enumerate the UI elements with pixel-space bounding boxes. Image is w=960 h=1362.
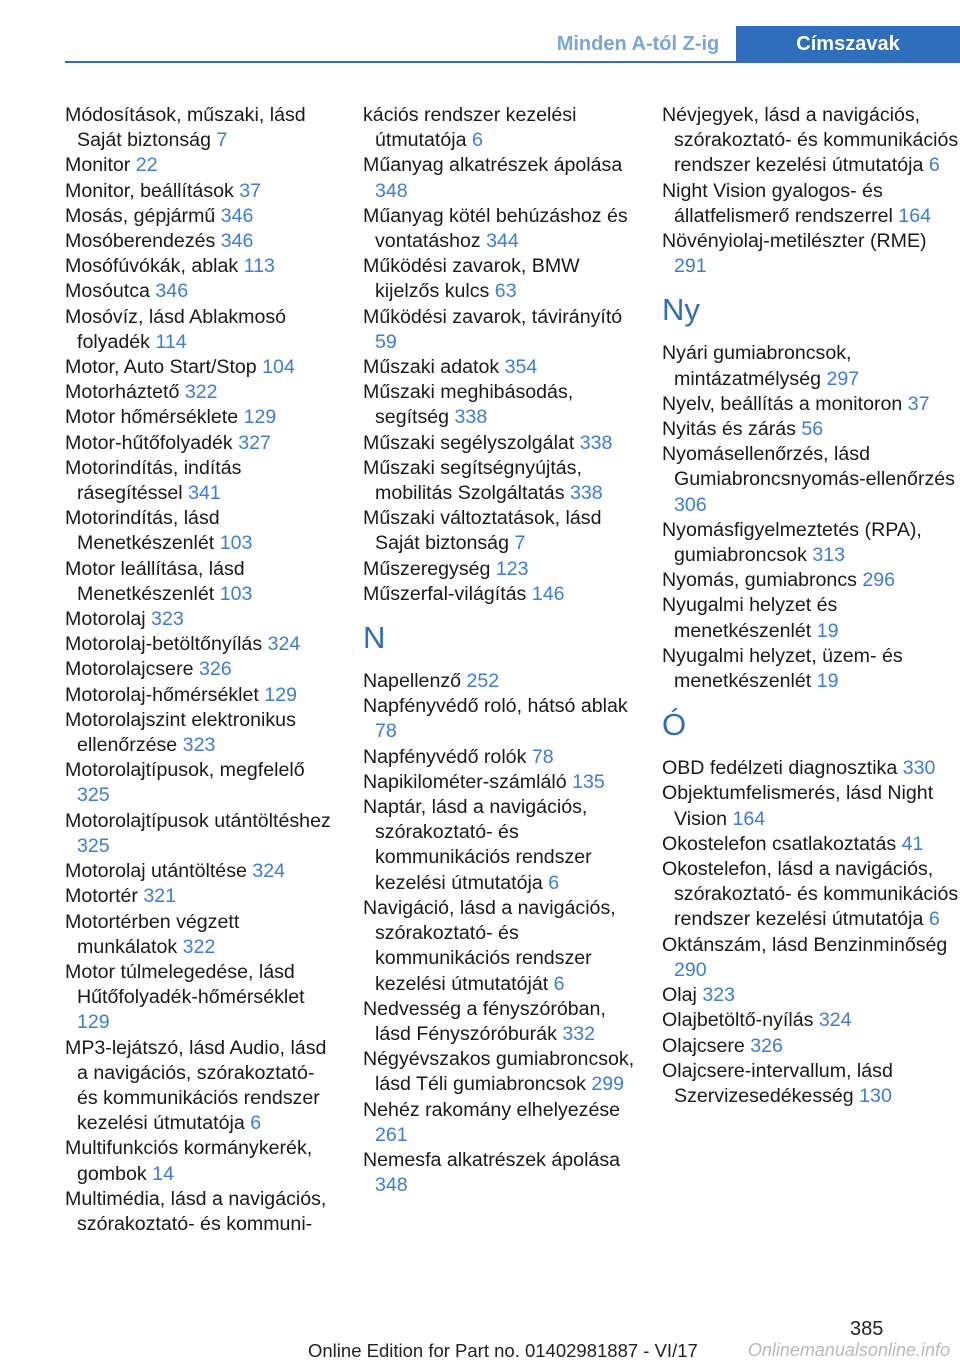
page-reference-link[interactable]: 306 [674, 493, 707, 516]
index-entry [662, 644, 960, 694]
index-entry [363, 745, 643, 770]
index-entry-text: Napikilométer-számláló [363, 770, 567, 793]
page-reference-link[interactable]: 327 [238, 431, 271, 454]
index-entry [65, 859, 340, 884]
index-entry [65, 405, 340, 430]
index-entry [65, 380, 340, 405]
index-entry-text: Növényiolaj-metilészter (RME) [662, 230, 927, 253]
page-reference-link[interactable]: 41 [901, 832, 924, 855]
index-entry [363, 254, 643, 304]
index-entry [662, 857, 960, 933]
page-reference-link[interactable]: 129 [77, 1011, 110, 1034]
page-reference-link[interactable]: 103 [219, 582, 253, 605]
letter-heading: N [363, 620, 386, 656]
index-entry [65, 254, 340, 279]
index-entry [363, 431, 643, 456]
page-reference-link[interactable]: 6 [553, 972, 565, 995]
index-entry-text: Műszaki segélyszolgálat [363, 431, 575, 454]
index-entry [662, 933, 960, 983]
page-reference-link[interactable]: 164 [898, 204, 932, 227]
index-entry-text: Motortér [65, 885, 138, 908]
page-reference-link[interactable]: 346 [220, 204, 254, 227]
index-entry [65, 1136, 340, 1186]
index-entry-text: Motorolaj [65, 608, 146, 631]
index-entry [363, 795, 643, 896]
index-entry [662, 1034, 960, 1059]
index-entry-text: Napfényvédő roló, hátsó ablak [363, 695, 628, 718]
page-reference-link[interactable]: 19 [816, 670, 839, 693]
index-entry [662, 593, 960, 643]
index-entry-text: Night Vision gyalogos- és állatfelismerő rendszerrel [662, 179, 893, 227]
index-entry-text: Okostelefon csatlakoztatás [662, 832, 897, 855]
page-reference-link[interactable]: 338 [579, 431, 613, 454]
index-entry [65, 809, 340, 859]
header-bar [0, 0, 960, 62]
page-reference-link[interactable]: 313 [812, 544, 846, 567]
page-reference-link[interactable]: 322 [184, 381, 218, 404]
index-entry-text: Olajbetöltő-nyílás [662, 1009, 814, 1032]
index-entry [65, 279, 340, 304]
index-entry-text: Négyévszakos gumiabroncsok, lásd Téli gumiabroncsok [363, 1048, 635, 1096]
index-entry [65, 657, 340, 682]
watermark-text: Onlinemanualsonline.info [747, 1340, 950, 1360]
page-reference-link[interactable]: 330 [902, 757, 936, 780]
index-entry-text: Motor-hűtőfolyadék [65, 431, 233, 454]
page-reference-link[interactable]: 338 [569, 482, 603, 505]
page-reference-link[interactable]: 321 [143, 885, 177, 908]
index-entry-text: Műszaki változtatások, lásd Saját biztonság [363, 507, 602, 555]
footer-edition-text: Online Edition for Part no. 01402981887 - VI/17 [308, 1340, 698, 1361]
index-entry-text: Motor, Auto Start/Stop [65, 356, 257, 379]
index-entry [65, 758, 340, 808]
index-entry-text: Monitor [65, 154, 131, 177]
index-entry-text: OBD fedélzeti diagnosztika [662, 757, 898, 780]
index-entry [662, 341, 960, 391]
index-entry-text: Nyelv, beállítás a monitoron [662, 392, 903, 415]
index-entry [363, 997, 643, 1047]
page-reference-link[interactable]: 346 [155, 280, 189, 303]
index-entry [65, 607, 340, 632]
index-entry [363, 456, 643, 506]
page-reference-link[interactable]: 348 [375, 179, 408, 202]
index-entry [662, 179, 960, 229]
index-entry-text: Okostelefon, lásd a navigációs, szórakoztató- és kommunikációs rendszer kezelési útmutatója [662, 858, 959, 931]
index-entry-text: Mosóutca [65, 280, 150, 303]
page-reference-link[interactable]: 7 [514, 532, 526, 555]
index-entry [65, 910, 340, 960]
index-entry-text: Multifunkciós kormánykerék, gombok [65, 1137, 313, 1185]
index-entry-text: Mosófúvókák, ablak [65, 255, 239, 278]
page-reference-link[interactable]: 323 [151, 608, 184, 631]
index-entry [662, 756, 960, 781]
index-entry [662, 442, 960, 518]
index-entry-text: Nyitás és zárás [662, 418, 796, 441]
index-entry-text: Műszerfal-világítás [363, 582, 527, 605]
index-entry [363, 896, 643, 997]
tab-keywords[interactable]: Címszavak [736, 26, 960, 62]
index-entry [65, 1036, 340, 1137]
index-entry [363, 305, 643, 355]
index-column-1 [65, 103, 340, 1237]
page-reference-link[interactable]: 348 [375, 1174, 408, 1197]
index-column-2 [363, 103, 643, 1198]
index-entry [662, 392, 960, 417]
page-reference-link[interactable]: 123 [495, 557, 529, 580]
index-entry [65, 431, 340, 456]
index-entry-text: Műszaki adatok [363, 356, 500, 379]
index-entry-text: Motorolajtípusok, megfelelő [65, 759, 305, 782]
page-reference-link[interactable]: 291 [674, 255, 707, 278]
page-reference-link[interactable]: 22 [135, 154, 158, 177]
index-entry-text: Motor hőmérséklete [65, 406, 239, 429]
index-entry [65, 683, 340, 708]
page-reference-link[interactable]: 6 [471, 129, 483, 152]
index-entry-text: Oktánszám, lásd Benzinminőség [662, 933, 948, 956]
page-reference-link[interactable]: 290 [674, 958, 707, 981]
index-entry [363, 153, 643, 203]
index-entry-text: Működési zavarok, BMW kijelzős kulcs [363, 255, 580, 303]
index-entry [662, 518, 960, 568]
page-reference-link[interactable]: 325 [77, 834, 110, 857]
index-entry-text: Nyugalmi helyzet és menetkészenlét [662, 594, 838, 642]
page-reference-link[interactable]: 59 [375, 330, 397, 353]
index-entry-text: Motorindítás, indítás rásegítéssel [65, 456, 242, 505]
index-entry-text: Multimédia, lásd a navigációs, szórakoztató- és kommuni- [65, 1187, 327, 1235]
index-entry-text: Mosóberendezés [65, 230, 216, 253]
index-entry [65, 960, 340, 1036]
page-reference-link[interactable]: 135 [572, 770, 605, 793]
index-entry-text: Motorolaj-betöltőnyílás [65, 633, 263, 656]
index-entry-text: Nyugalmi helyzet, üzem- és menetkészenlét [662, 644, 903, 693]
index-entry [363, 557, 643, 582]
index-entry [662, 983, 960, 1008]
page-reference-link[interactable]: 354 [504, 356, 538, 379]
index-entry [662, 781, 960, 831]
index-entry-text: Nedvesség a fényszóróban, lásd Fényszóróburák [363, 997, 606, 1045]
index-entry-text: Nyomás, gumiabroncs [662, 569, 857, 592]
page-reference-link[interactable]: 338 [454, 406, 488, 429]
page-reference-link[interactable]: 6 [548, 871, 560, 894]
index-entry-text: Motorolajtípusok utántöltéshez [65, 809, 331, 832]
index-entry-text: Nehéz rakomány elhelyezése [363, 1098, 621, 1121]
index-entry [662, 568, 960, 593]
page-reference-link[interactable]: 324 [267, 633, 301, 656]
page-reference-link[interactable]: 326 [198, 658, 232, 681]
index-entry [363, 380, 643, 430]
index-entry-text: Névjegyek, lásd a navigációs, szórakoztató- és kommunikációs rendszer kezelési útmutatója [662, 104, 959, 177]
index-entry-text: Műanyag alkatrészek ápolása [363, 154, 623, 177]
index-entry-text: Motorháztető [65, 381, 180, 404]
index-entry [363, 1098, 643, 1148]
index-entry-text: Nyomásellenőrzés, lásd Gumiabroncsnyomás-ellenőrzés [662, 443, 955, 491]
index-entry [363, 1047, 643, 1097]
index-entry [363, 103, 643, 153]
page-reference-link[interactable]: 326 [750, 1034, 783, 1057]
index-entry [363, 204, 643, 254]
page-reference-link[interactable]: 113 [243, 255, 275, 278]
page-reference-link[interactable]: 6 [250, 1112, 262, 1135]
index-entry-text: Navigáció, lásd a navigációs, szórakoztató- és kommunikációs rendszer kezelési útmutatóját [363, 896, 616, 995]
page-reference-link[interactable]: 129 [243, 406, 277, 429]
index-entry [65, 1187, 340, 1237]
page-reference-link[interactable]: 19 [816, 619, 839, 642]
page-reference-link[interactable]: 296 [862, 569, 896, 592]
header-divider [65, 61, 960, 63]
page-reference-link[interactable]: 56 [801, 418, 824, 441]
index-entry-text: Motorolaj-hőmérséklet [65, 683, 259, 706]
index-entry [363, 355, 643, 380]
index-entry [662, 832, 960, 857]
page-reference-link[interactable]: 341 [188, 482, 221, 505]
page-reference-link[interactable]: 325 [77, 784, 110, 807]
index-entry [65, 506, 340, 556]
page-reference-link[interactable]: 7 [216, 129, 228, 152]
page-reference-link[interactable]: 164 [732, 807, 766, 830]
index-entry-text: Olajcsere [662, 1034, 745, 1057]
page-reference-link[interactable]: 37 [907, 392, 930, 415]
page-reference-link[interactable]: 146 [531, 582, 565, 605]
index-entry-text: Motorolajszint elektronikus ellenőrzése [65, 708, 296, 757]
index-entry [65, 355, 340, 380]
page-reference-link[interactable]: 299 [591, 1073, 625, 1096]
page-reference-link[interactable]: 344 [486, 230, 519, 253]
page-reference-link[interactable]: 104 [262, 356, 295, 379]
page-reference-link[interactable]: 323 [702, 984, 736, 1007]
index-entry-text: Motor leállítása, lásd Menetkészenlét [65, 557, 245, 605]
index-entry-text: Műszeregység [363, 557, 491, 580]
letter-heading: Ny [662, 292, 700, 328]
index-entry [662, 1008, 960, 1033]
index-entry [363, 770, 643, 795]
page-reference-link[interactable]: 103 [219, 532, 253, 555]
index-entry [363, 506, 643, 556]
index-entry [662, 417, 960, 442]
index-entry-text: Olaj [662, 984, 697, 1007]
page-reference-link[interactable]: 324 [252, 860, 286, 883]
page-reference-link[interactable]: 63 [494, 280, 517, 303]
page-reference-link[interactable]: 129 [264, 683, 297, 706]
index-entry-text: Naptár, lásd a navigációs, szórakoztató- és kommunikációs rendszer kezelési útmutatója [363, 796, 592, 894]
index-entry-text: kációs rendszer kezelési útmutatója [363, 104, 577, 152]
letter-heading: Ó [662, 707, 687, 743]
page-reference-link[interactable]: 37 [239, 179, 262, 202]
index-entry [662, 229, 960, 279]
index-entry-text: Módosítások, műszaki, lásd Saját biztonság [65, 104, 306, 152]
index-entry-text: Nyári gumiabroncsok, mintázatmélység [662, 342, 852, 390]
page-reference-link[interactable]: 261 [375, 1123, 408, 1146]
page-reference-link[interactable]: 332 [562, 1022, 596, 1045]
page-reference-link[interactable]: 78 [375, 720, 397, 743]
index-entry-text: Motorolajcsere [65, 658, 194, 681]
footer [0, 1339, 960, 1362]
page-reference-link[interactable]: 130 [859, 1084, 892, 1107]
index-entry [65, 456, 340, 506]
index-entry-text: Mosóvíz, lásd Ablakmosó folyadék [65, 305, 287, 353]
page-reference-link[interactable]: 346 [220, 230, 254, 253]
page-number: 385 [850, 1318, 884, 1340]
tab-section-a-z[interactable]: Minden A-tól Z-ig [556, 33, 720, 55]
index-column-3 [662, 103, 960, 1109]
index-entry [65, 708, 340, 758]
index-entry-text: Műszaki meghibásodás, segítség [363, 381, 574, 429]
index-entry-text: Napfényvédő rolók [363, 745, 527, 768]
index-entry-text: Monitor, beállítások [65, 179, 234, 202]
index-entry [65, 557, 340, 607]
index-entry [363, 694, 643, 744]
index-entry [363, 1148, 643, 1198]
index-entry-text: Működési zavarok, távirányító [363, 305, 623, 328]
index-entry-text: Motorolaj utántöltése [65, 860, 247, 883]
page-reference-link[interactable]: 14 [152, 1162, 174, 1185]
index-entry-text: Motorindítás, lásd Menetkészenlét [65, 507, 220, 555]
index-entry [65, 229, 340, 254]
index-entry-text: Műanyag kötél behúzáshoz és vontatáshoz [363, 204, 628, 253]
page-reference-link[interactable]: 252 [466, 670, 500, 693]
index-entry [662, 1059, 960, 1109]
index-entry [65, 103, 340, 153]
index-entry-text: Motor túlmelegedése, lásd Hűtőfolyadék-hőmérséklet [65, 960, 305, 1009]
index-entry [65, 179, 340, 204]
index-entry [65, 204, 340, 229]
page-reference-link[interactable]: 324 [818, 1009, 852, 1032]
page-reference-link[interactable]: 323 [182, 734, 216, 757]
index-entry-text: Mosás, gépjármű [65, 204, 216, 227]
page-reference-link[interactable]: 297 [826, 367, 860, 390]
page-reference-link[interactable]: 78 [531, 745, 554, 768]
index-entry [363, 582, 643, 607]
index-entry-text: Műszaki segítségnyújtás, mobilitás Szolgáltatás [363, 456, 582, 505]
index-entry-text: Nemesfa alkatrészek ápolása [363, 1148, 621, 1171]
index-entry [65, 632, 340, 657]
index-entry [65, 305, 340, 355]
page-reference-link[interactable]: 322 [182, 935, 216, 958]
page-reference-link[interactable]: 6 [928, 154, 940, 177]
index-entry-text: Motortérben végzett munkálatok [65, 910, 240, 958]
index-entry-text: MP3-lejátszó, lásd Audio, lásd a navigációs, szórakoztató- és kommunikációs rendszer kezelési útmutatója [65, 1036, 327, 1135]
index-entry [65, 153, 340, 178]
page-reference-link[interactable]: 114 [155, 330, 187, 353]
page-reference-link[interactable]: 6 [928, 908, 940, 931]
index-entry [363, 669, 643, 694]
index-entry [65, 884, 340, 909]
index-entry-text: Napellenző [363, 670, 462, 693]
index-entry-text: Nyomásfigyelmeztetés (RPA), gumiabroncsok [662, 518, 922, 567]
index-entry-text: Objektumfelismerés, lásd Night Vision [662, 782, 934, 830]
index-entry-text: Olajcsere-intervallum, lásd Szervizesedékesség [662, 1059, 893, 1107]
index-entry [662, 103, 960, 179]
